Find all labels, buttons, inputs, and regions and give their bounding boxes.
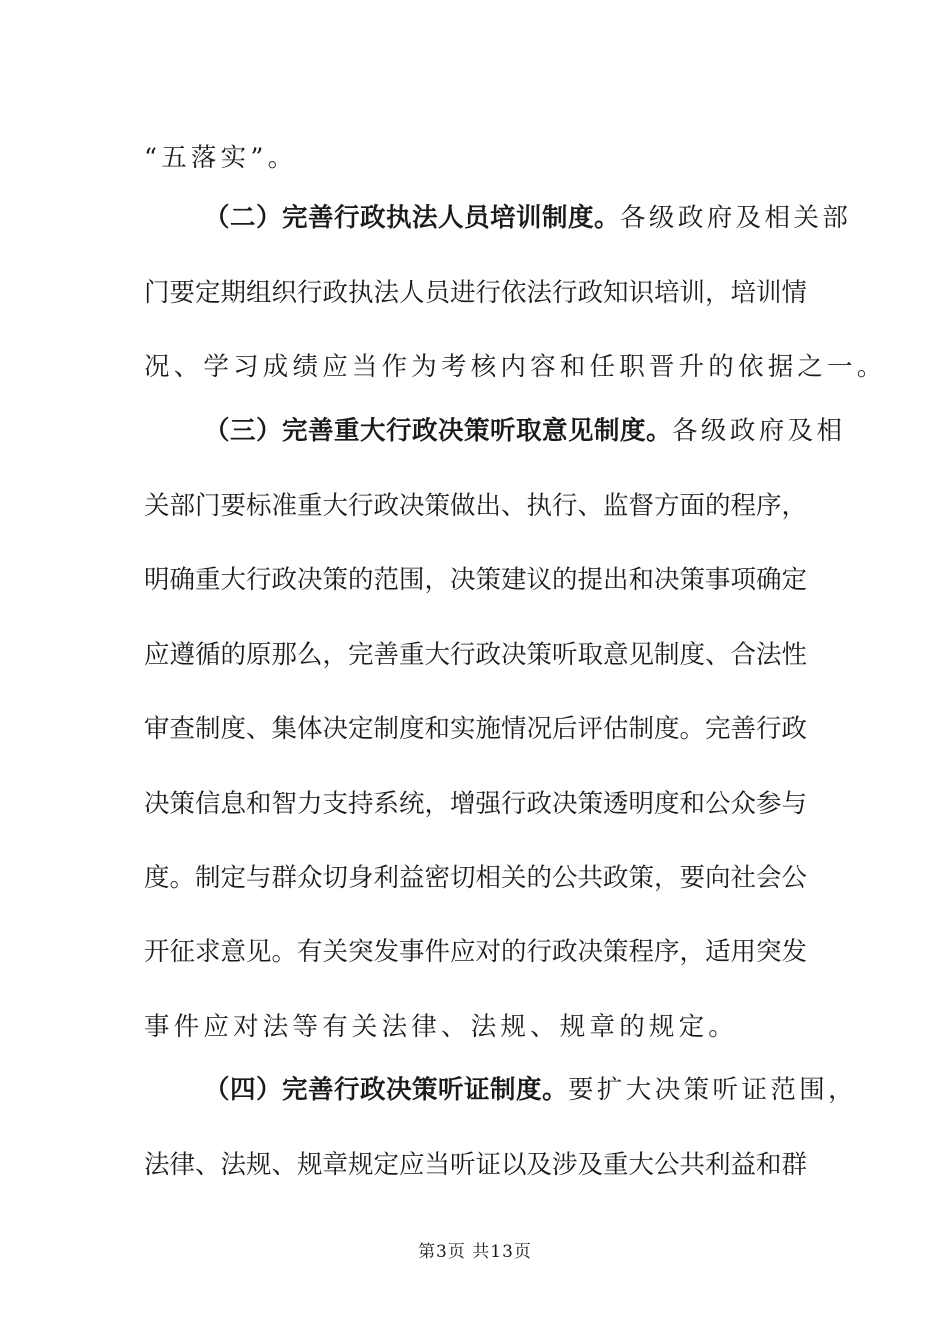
page-footer <box>0 1240 950 1264</box>
section-4-text: 要扩大决策听证范围， <box>568 1075 858 1105</box>
section-2-first-line <box>204 201 852 235</box>
section-3-text: 各级政府及相 <box>672 416 846 446</box>
section-3-first-line <box>204 414 846 448</box>
text-line-12: 开征求意见。有关突发事件应对的行政决策程序，适用突发 <box>144 937 808 967</box>
text-line-13: 事件应对法等有关法律、法规、规章的规定。 <box>144 1012 739 1042</box>
page-number: 第3页 共13页 <box>418 1242 532 1262</box>
text-line-6: 关部门要标准重大行政决策做出、执行、监督方面的程序， <box>144 491 808 521</box>
section-2-heading: （二）完善行政执法人员培训制度。 <box>204 203 621 233</box>
section-3-heading: （三）完善重大行政决策听取意见制度。 <box>204 416 673 446</box>
text-line-4: 况、学习成绩应当作为考核内容和任职晋升的依据之一。 <box>144 352 887 382</box>
section-2-text: 各级政府及相关部 <box>620 203 852 233</box>
text-line-11: 度。制定与群众切身利益密切相关的公共政策，要向社会公 <box>144 863 808 893</box>
text-line-9: 审查制度、集体决定制度和实施情况后评估制度。完善行政 <box>144 714 808 744</box>
text-line-7: 明确重大行政决策的范围，决策建议的提出和决策事项确定 <box>144 565 808 595</box>
text-line-1: “五落实”。 <box>144 143 298 173</box>
text-line-15: 法律、法规、规章规定应当听证以及涉及重大公共利益和群 <box>144 1150 808 1180</box>
section-4-heading: （四）完善行政决策听证制度。 <box>204 1075 569 1105</box>
text-line-10: 决策信息和智力支持系统，增强行政决策透明度和公众参与 <box>144 789 808 819</box>
text-line-3: 门要定期组织行政执法人员进行依法行政知识培训，培训情 <box>144 278 808 308</box>
section-4-first-line <box>204 1073 858 1107</box>
text-line-8: 应遵循的原那么，完善重大行政决策听取意见制度、合法性 <box>144 640 808 670</box>
